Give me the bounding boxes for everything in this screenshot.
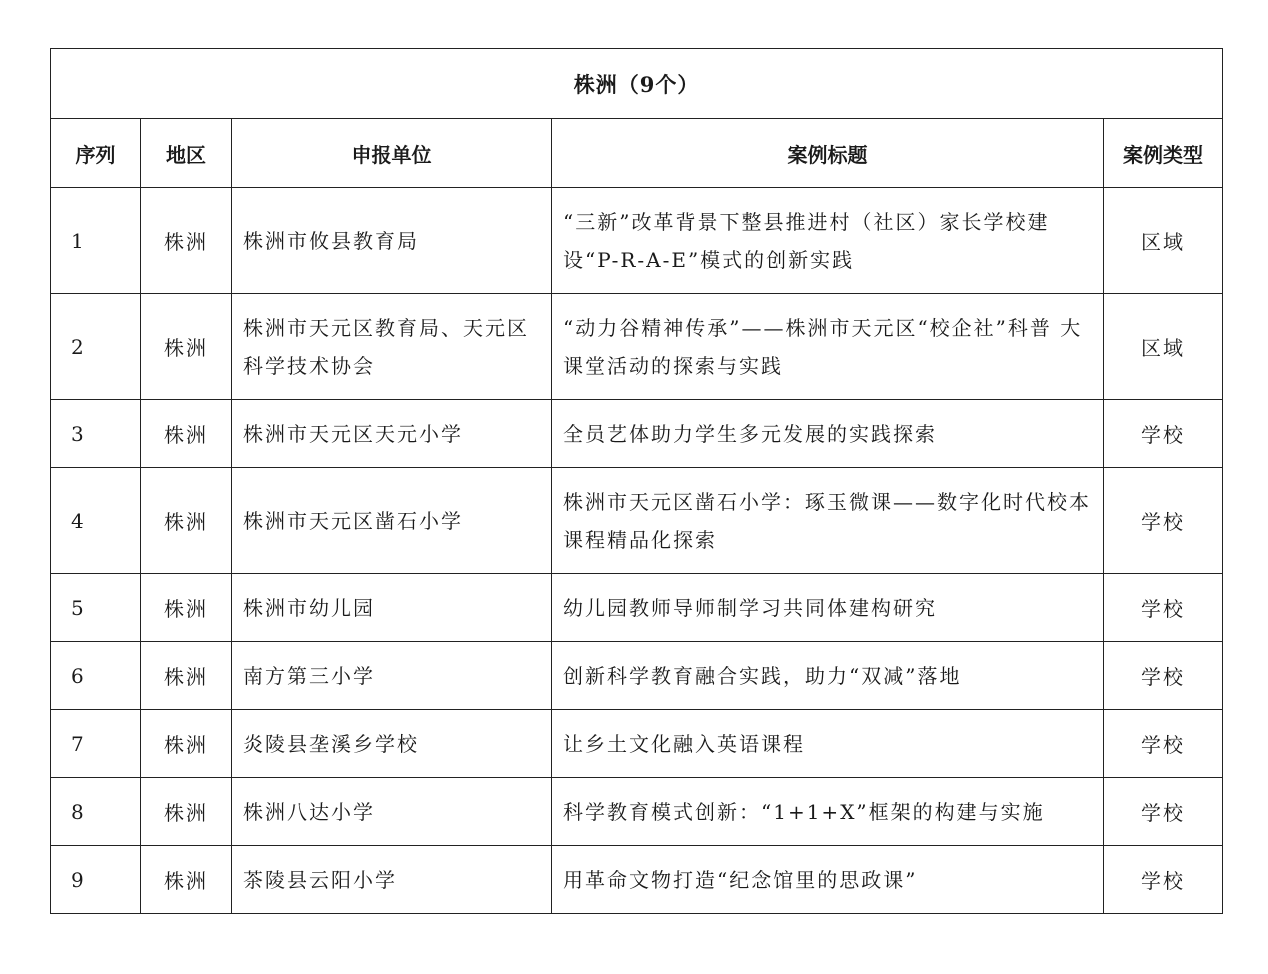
table-row	[51, 400, 1223, 468]
cell-title: 幼儿园教师导师制学习共同体建构研究	[552, 574, 1104, 642]
cell-region: 株洲	[141, 710, 232, 778]
cell-unit: 株洲市天元区凿石小学	[232, 468, 552, 574]
cell-type: 学校	[1104, 846, 1223, 914]
table-row	[51, 710, 1223, 778]
cell-type: 学校	[1104, 778, 1223, 846]
header-unit: 申报单位	[232, 119, 552, 188]
header-index: 序列	[51, 119, 141, 188]
cell-title: 科学教育模式创新：“1+1+X”框架的构建与实施	[552, 778, 1104, 846]
cell-region: 株洲	[141, 188, 232, 294]
table-row	[51, 468, 1223, 574]
cell-index: 1	[51, 188, 141, 294]
cell-unit: 株洲市攸县教育局	[232, 188, 552, 294]
title-row	[51, 49, 1223, 119]
cell-region: 株洲	[141, 642, 232, 710]
cell-region: 株洲	[141, 778, 232, 846]
cell-title: 全员艺体助力学生多元发展的实践探索	[552, 400, 1104, 468]
table-title: 株洲（9个）	[51, 49, 1223, 119]
cell-region: 株洲	[141, 846, 232, 914]
cell-unit: 株洲市天元区天元小学	[232, 400, 552, 468]
cell-region: 株洲	[141, 400, 232, 468]
cell-index: 7	[51, 710, 141, 778]
cell-type: 学校	[1104, 642, 1223, 710]
cell-type: 区域	[1104, 188, 1223, 294]
cell-type: 学校	[1104, 400, 1223, 468]
cell-index: 2	[51, 294, 141, 400]
table-row	[51, 642, 1223, 710]
cell-title: 用革命文物打造“纪念馆里的思政课”	[552, 846, 1104, 914]
table-row	[51, 778, 1223, 846]
cell-title: 创新科学教育融合实践，助力“双减”落地	[552, 642, 1104, 710]
cell-title: “三新”改革背景下整县推进村（社区）家长学校建设“P-R-A-E”模式的创新实践	[552, 188, 1104, 294]
cell-type: 学校	[1104, 574, 1223, 642]
cell-unit: 株洲市幼儿园	[232, 574, 552, 642]
cell-unit: 茶陵县云阳小学	[232, 846, 552, 914]
cell-title: “动力谷精神传承”——株洲市天元区“校企社”科普 大课堂活动的探索与实践	[552, 294, 1104, 400]
cell-index: 8	[51, 778, 141, 846]
table-row	[51, 294, 1223, 400]
cell-index: 3	[51, 400, 141, 468]
cell-type: 学校	[1104, 468, 1223, 574]
cell-index: 6	[51, 642, 141, 710]
cell-title: 株洲市天元区凿石小学：琢玉微课——数字化时代校本课程精品化探索	[552, 468, 1104, 574]
table-row	[51, 188, 1223, 294]
header-row	[51, 119, 1223, 188]
cell-region: 株洲	[141, 468, 232, 574]
table-row	[51, 574, 1223, 642]
cell-type: 区域	[1104, 294, 1223, 400]
cell-type: 学校	[1104, 710, 1223, 778]
header-region: 地区	[141, 119, 232, 188]
cell-unit: 株洲市天元区教育局、天元区科学技术协会	[232, 294, 552, 400]
header-title: 案例标题	[552, 119, 1104, 188]
cell-unit: 炎陵县垄溪乡学校	[232, 710, 552, 778]
header-type: 案例类型	[1104, 119, 1223, 188]
case-table	[50, 48, 1223, 914]
cell-unit: 株洲八达小学	[232, 778, 552, 846]
cell-region: 株洲	[141, 294, 232, 400]
cell-index: 4	[51, 468, 141, 574]
cell-title: 让乡土文化融入英语课程	[552, 710, 1104, 778]
cell-index: 9	[51, 846, 141, 914]
cell-region: 株洲	[141, 574, 232, 642]
cell-unit: 南方第三小学	[232, 642, 552, 710]
table-row	[51, 846, 1223, 914]
cell-index: 5	[51, 574, 141, 642]
